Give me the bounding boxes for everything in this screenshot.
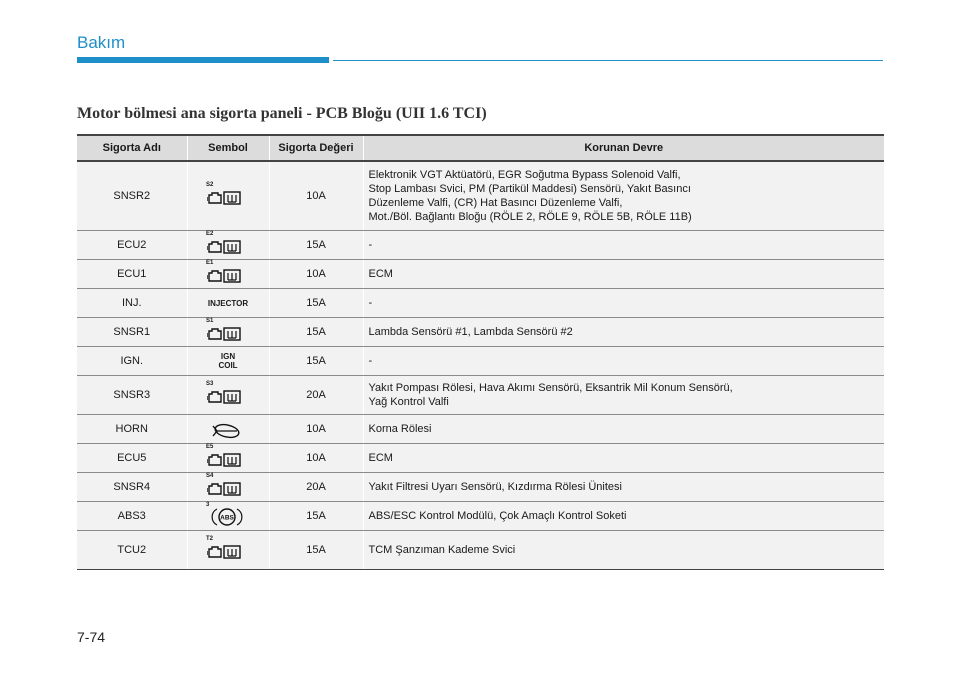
protected-circuit-cell: ECM — [363, 444, 884, 473]
symbol-cell — [187, 531, 269, 570]
section-label: Bakım — [77, 33, 126, 52]
protected-circuit-cell: TCM Şanzıman Kademe Svici — [363, 531, 884, 570]
table-row — [77, 415, 884, 444]
symbol-code: S3 — [206, 381, 214, 387]
symbol-code: S2 — [206, 182, 214, 188]
fuse-table — [77, 134, 884, 570]
protected-circuit-cell: - — [363, 231, 884, 260]
table-header-row — [77, 135, 884, 161]
fuse-name-cell: ECU5 — [77, 444, 187, 473]
fuse-value-cell: 15A — [269, 289, 363, 318]
engine-sensor-icon — [206, 383, 250, 407]
symbol-cell — [187, 376, 269, 415]
page-number: 7-74 — [77, 629, 106, 645]
table-row — [77, 347, 884, 376]
abs-icon — [206, 504, 250, 528]
fuse-name-cell: SNSR3 — [77, 376, 187, 415]
symbol-cell — [187, 473, 269, 502]
table-row — [77, 231, 884, 260]
symbol-cell — [187, 318, 269, 347]
symbol-cell — [187, 415, 269, 444]
symbol-code: E5 — [206, 444, 214, 450]
fuse-value-cell: 10A — [269, 444, 363, 473]
fuse-value-cell: 10A — [269, 161, 363, 231]
fuse-value-cell: 20A — [269, 376, 363, 415]
protected-circuit-cell: Elektronik VGT Aktüatörü, EGR Soğutma Bypass Solenoid Valfi, Stop Lambası Svici, PM (Partikül Maddesi) Sensörü, Yakıt Basıncı Düzenleme Valfi, (CR) Hat Basıncı Düzenleme Valfi, Mot./Böl. Bağlantı Bloğu (RÖLE 2, RÖLE 9, RÖLE 5B, RÖLE 11B) — [363, 161, 884, 231]
column-header-fuse-name: Sigorta Adı — [77, 135, 187, 161]
table-row — [77, 473, 884, 502]
symbol-code: E1 — [206, 260, 214, 266]
fuse-name-cell: SNSR4 — [77, 473, 187, 502]
protected-circuit-cell: Korna Rölesi — [363, 415, 884, 444]
column-header-protected-circuit: Korunan Devre — [363, 135, 884, 161]
table-row — [77, 289, 884, 318]
coil-text: COIL — [218, 360, 238, 370]
fuse-value-cell: 15A — [269, 231, 363, 260]
ign-coil-text-icon — [218, 352, 237, 370]
protected-circuit-cell: ECM — [363, 260, 884, 289]
fuse-name-cell: ECU1 — [77, 260, 187, 289]
engine-sensor-icon — [206, 262, 250, 286]
protected-circuit-cell: - — [363, 347, 884, 376]
protected-circuit-cell: - — [363, 289, 884, 318]
fuse-name-cell: TCU2 — [77, 531, 187, 570]
engine-sensor-icon — [206, 475, 250, 499]
header-bar-thick — [77, 57, 329, 63]
symbol-code: T2 — [206, 536, 214, 542]
header-bar-thin — [333, 60, 883, 61]
engine-sensor-icon — [206, 320, 250, 344]
fuse-value-cell: 10A — [269, 415, 363, 444]
engine-sensor-icon — [206, 184, 250, 208]
fuse-value-cell: 15A — [269, 502, 363, 531]
symbol-code: 3 — [206, 502, 210, 508]
symbol-code: S1 — [206, 318, 214, 324]
horn-icon — [206, 417, 250, 441]
fuse-value-cell: 15A — [269, 531, 363, 570]
table-row — [77, 531, 884, 570]
table-row — [77, 318, 884, 347]
table-row — [77, 444, 884, 473]
table-row — [77, 502, 884, 531]
fuse-value-cell: 10A — [269, 260, 363, 289]
symbol-code: E2 — [206, 231, 214, 237]
column-header-symbol: Sembol — [187, 135, 269, 161]
protected-circuit-cell: ABS/ESC Kontrol Modülü, Çok Amaçlı Kontrol Soketi — [363, 502, 884, 531]
fuse-name-cell: IGN. — [77, 347, 187, 376]
engine-sensor-icon — [206, 538, 250, 562]
fuse-name-cell: ECU2 — [77, 231, 187, 260]
symbol-cell — [187, 347, 269, 376]
ign-text: IGN — [220, 351, 236, 361]
page-title: Motor bölmesi ana sigorta paneli - PCB Bloğu (UII 1.6 TCI) — [77, 105, 487, 122]
symbol-cell — [187, 289, 269, 318]
symbol-cell — [187, 231, 269, 260]
symbol-cell — [187, 502, 269, 531]
table-row — [77, 161, 884, 231]
column-header-fuse-value: Sigorta Değeri — [269, 135, 363, 161]
table-row — [77, 376, 884, 415]
abs-text: ABS — [220, 514, 234, 522]
symbol-cell — [187, 161, 269, 231]
engine-sensor-icon — [206, 233, 250, 257]
symbol-cell — [187, 260, 269, 289]
fuse-value-cell: 20A — [269, 473, 363, 502]
fuse-name-cell: HORN — [77, 415, 187, 444]
protected-circuit-cell: Lambda Sensörü #1, Lambda Sensörü #2 — [363, 318, 884, 347]
fuse-name-cell: SNSR2 — [77, 161, 187, 231]
fuse-name-cell: ABS3 — [77, 502, 187, 531]
fuse-name-cell: SNSR1 — [77, 318, 187, 347]
symbol-cell — [187, 444, 269, 473]
engine-sensor-icon — [206, 446, 250, 470]
symbol-code: S4 — [206, 473, 214, 479]
table-row — [77, 260, 884, 289]
fuse-name-cell: INJ. — [77, 289, 187, 318]
protected-circuit-cell: Yakıt Pompası Rölesi, Hava Akımı Sensörü, Eksantrik Mil Konum Sensörü, Yağ Kontrol Valfi — [363, 376, 884, 415]
fuse-value-cell: 15A — [269, 347, 363, 376]
fuse-value-cell: 15A — [269, 318, 363, 347]
protected-circuit-cell: Yakıt Filtresi Uyarı Sensörü, Kızdırma Rölesi Ünitesi — [363, 473, 884, 502]
injector-text-icon: INJECTOR — [207, 299, 249, 308]
